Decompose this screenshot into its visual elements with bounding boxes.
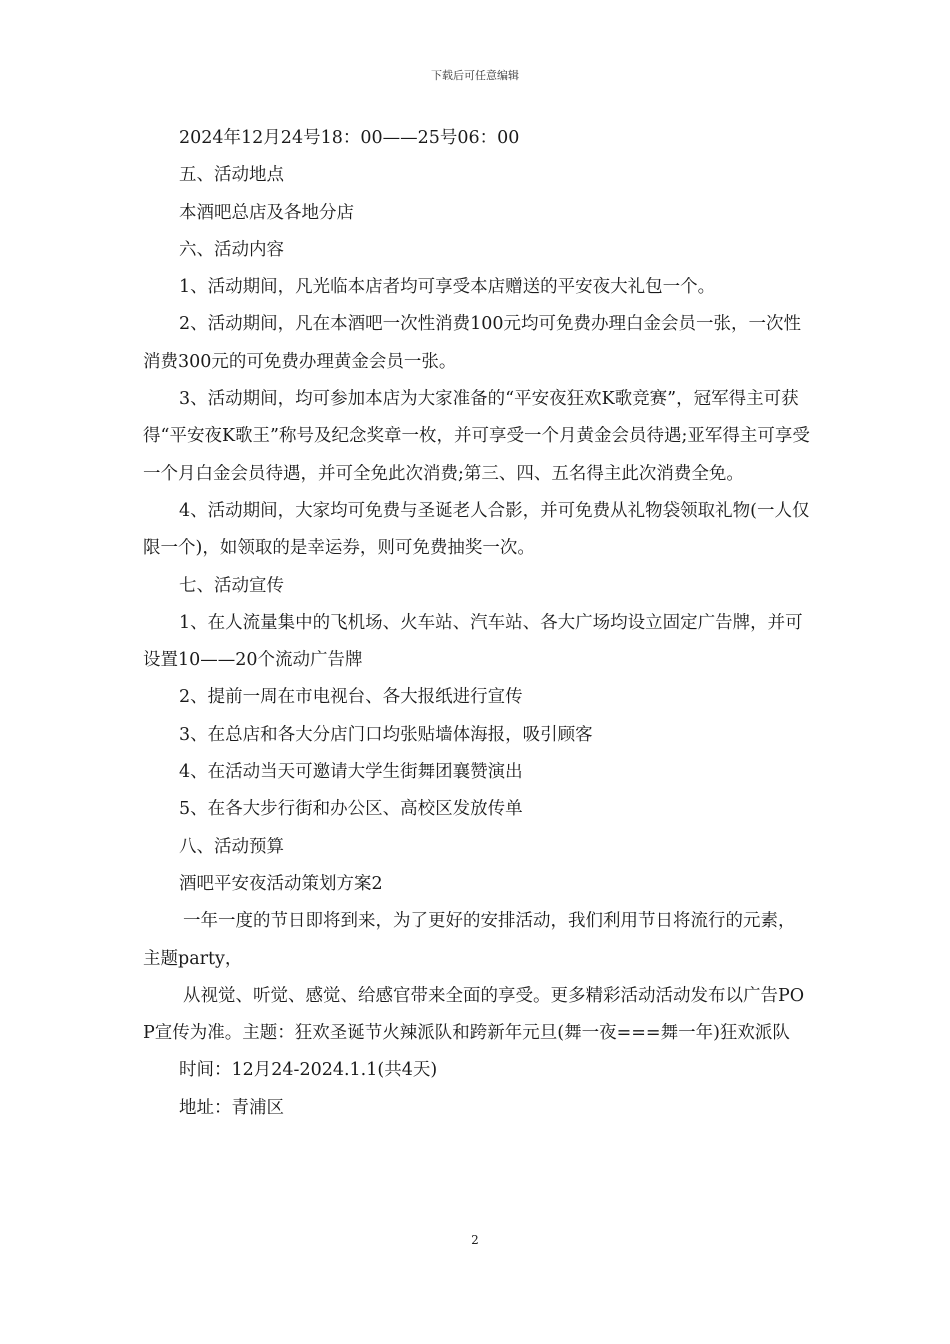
promotion-item-1: 1、在人流量集中的飞机场、火车站、汽车站、各大广场均设立固定广告牌，并可设置10——20个流动广告牌: [143, 612, 803, 671]
plan-2-intro: 一年一度的节日即将到来，为了更好的安排活动，我们利用节日将流行的元素，主题party，: [143, 911, 796, 969]
section-heading-budget: 八、活动预算: [179, 836, 284, 857]
section-heading-content: 六、活动内容: [179, 239, 284, 260]
document-body: [143, 120, 811, 1127]
promotion-item-5: 5、在各大步行街和办公区、高校区发放传单: [179, 799, 523, 820]
activity-time-text: 2024年12月24号18：00——25号06：00: [179, 128, 520, 148]
location-text: 本酒吧总店及各地分店: [179, 202, 354, 223]
page-header-note: 下载后可任意编辑: [431, 69, 519, 82]
content-item-4: 4、活动期间，大家均可免费与圣诞老人合影，并可免费从礼物袋领取礼物(一人仅限一个)，如领取的是幸运券，则可免费抽奖一次。: [143, 500, 810, 559]
plan-2-address: 地址：青浦区: [179, 1097, 284, 1118]
content-item-2: 2、活动期间，凡在本酒吧一次性消费100元均可免费办理白金会员一张，一次性消费300元的可免费办理黄金会员一张。: [143, 314, 802, 372]
plan-2-title: 酒吧平安夜活动策划方案2: [179, 873, 383, 894]
promotion-item-4: 4、在活动当天可邀请大学生街舞团襄赞演出: [179, 762, 523, 783]
plan-2-theme: 从视觉、听觉、感觉、给感官带来全面的享受。更多精彩活动活动发布以广告POP宣传为准。主题：狂欢圣诞节火辣派队和跨新年元旦(舞一夜===舞一年)狂欢派队: [143, 985, 805, 1044]
section-heading-location: 五、活动地点: [179, 165, 284, 186]
content-item-1: 1、活动期间，凡光临本店者均可享受本店赠送的平安夜大礼包一个。: [179, 277, 716, 298]
promotion-item-3: 3、在总店和各大分店门口均张贴墙体海报，吸引顾客: [179, 724, 593, 745]
promotion-item-2: 2、提前一周在市电视台、各大报纸进行宣传: [179, 687, 523, 708]
page-number: 2: [471, 1233, 479, 1247]
section-heading-promotion: 七、活动宣传: [179, 575, 284, 596]
content-item-3: 3、活动期间，均可参加本店为大家准备的“平安夜狂欢K歌竞赛”，冠军得主可获得“平安夜K歌王”称号及纪念奖章一枚，并可享受一个月黄金会员待遇;亚军得主可享受一个月白金会员待遇，并可全免此次消费;第三、四、五名得主此次消费全免。: [143, 389, 810, 484]
plan-2-time: 时间：12月24-2024.1.1(共4天): [179, 1060, 438, 1081]
